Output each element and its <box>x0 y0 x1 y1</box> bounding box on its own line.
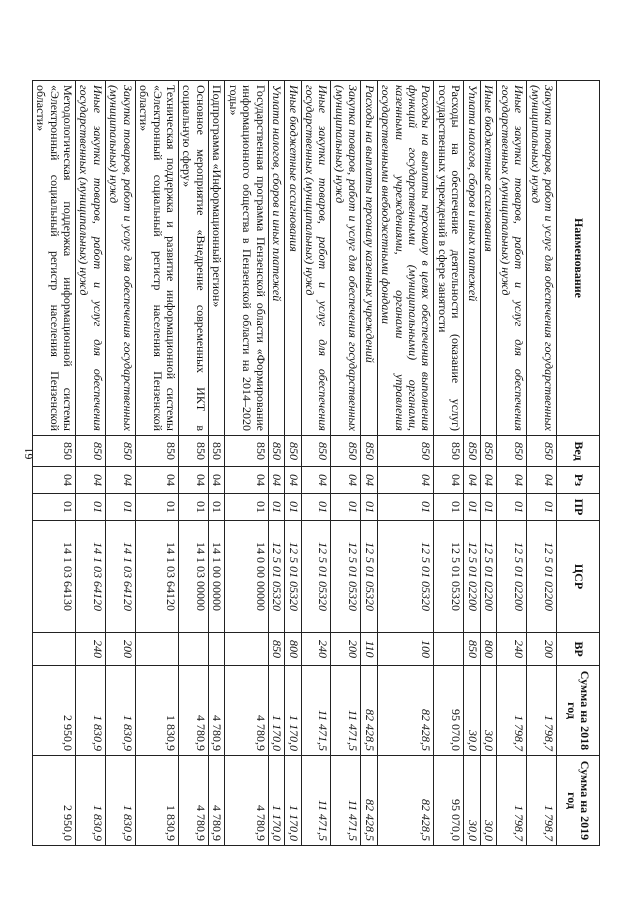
row-vr: 200 <box>527 633 557 666</box>
row-vr <box>208 633 224 666</box>
row-sum-2019: 1 830,9 <box>135 756 178 846</box>
row-ved: 850 <box>208 436 224 467</box>
row-name: Расходы на выплаты персоналу в целях обеспечения выполнения функций государственными (муниципальными) органами, казенными учреждениями, органами управления государственными внебюджетными фондами <box>377 81 434 436</box>
table-body <box>32 81 556 846</box>
row-name: Методологическая поддержка информационной системы «Электронный социальный регистр населения Пензенской области» <box>32 81 75 436</box>
col-header-sum-2019: Сумма на 2019 год <box>557 756 600 846</box>
row-sum-2018: 1 170,0 <box>285 666 301 756</box>
row-ved: 850 <box>434 436 464 467</box>
row-rz: 04 <box>76 467 106 494</box>
row-vr <box>434 633 464 666</box>
row-pr: 01 <box>377 494 434 521</box>
row-vr <box>179 633 209 666</box>
row-name: Закупка товаров, работ и услуг для обеспечения государственных (муниципальных) нужд <box>331 81 361 436</box>
table-row <box>105 81 135 846</box>
table-row <box>208 81 224 846</box>
row-sum-2019: 4 780,9 <box>225 756 268 846</box>
row-sum-2019: 1 170,0 <box>268 756 284 846</box>
row-ved: 850 <box>135 436 178 467</box>
row-vr: 200 <box>331 633 361 666</box>
table-row <box>225 81 268 846</box>
row-name: Государственная программа Пензенской области «Формирование информационного общества в Пензенской области на 2014–2020 годы» <box>225 81 268 436</box>
row-sum-2019: 1 798,7 <box>497 756 527 846</box>
row-vr: 200 <box>105 633 135 666</box>
row-name: Основное мероприятие «Внедрение современных ИКТ в социальную сферу» <box>179 81 209 436</box>
row-sum-2018: 30,0 <box>480 666 496 756</box>
row-sum-2018: 1 830,9 <box>135 666 178 756</box>
row-csr: 12 5 01 05320 <box>331 521 361 633</box>
row-sum-2019: 30,0 <box>480 756 496 846</box>
rotated-page <box>32 80 600 845</box>
col-header-rz: Рз <box>557 467 600 494</box>
row-pr: 01 <box>76 494 106 521</box>
row-pr: 01 <box>225 494 268 521</box>
row-pr: 01 <box>285 494 301 521</box>
row-vr <box>225 633 268 666</box>
row-csr: 12 5 01 02200 <box>497 521 527 633</box>
row-ved: 850 <box>301 436 331 467</box>
table-row <box>179 81 209 846</box>
row-rz: 04 <box>464 467 480 494</box>
row-ved: 850 <box>497 436 527 467</box>
row-csr: 14 1 03 64120 <box>76 521 106 633</box>
table-row <box>135 81 178 846</box>
table-row <box>480 81 496 846</box>
col-header-pr: ПР <box>557 494 600 521</box>
row-pr: 01 <box>434 494 464 521</box>
row-ved: 850 <box>76 436 106 467</box>
row-rz: 04 <box>285 467 301 494</box>
row-ved: 850 <box>464 436 480 467</box>
row-sum-2019: 4 780,9 <box>208 756 224 846</box>
row-sum-2018: 4 780,9 <box>179 666 209 756</box>
row-sum-2019: 82 428,5 <box>377 756 434 846</box>
row-sum-2018: 4 780,9 <box>208 666 224 756</box>
row-rz: 04 <box>377 467 434 494</box>
row-name: Иные закупки товаров, работ и услуг для обеспечения государственных (муниципальных) нужд <box>76 81 106 436</box>
row-sum-2018: 11 471,5 <box>301 666 331 756</box>
table-row <box>76 81 106 846</box>
row-pr: 01 <box>135 494 178 521</box>
table-row <box>301 81 331 846</box>
row-sum-2018: 95 070,0 <box>434 666 464 756</box>
row-sum-2019: 1 830,9 <box>76 756 106 846</box>
table-row <box>268 81 284 846</box>
row-sum-2019: 1 170,0 <box>285 756 301 846</box>
row-pr: 01 <box>480 494 496 521</box>
row-sum-2019: 2 950,0 <box>32 756 75 846</box>
budget-table <box>32 80 600 846</box>
row-sum-2018: 1 798,7 <box>527 666 557 756</box>
row-ved: 850 <box>225 436 268 467</box>
table-header-row <box>557 81 600 846</box>
row-vr: 110 <box>361 633 377 666</box>
row-csr: 12 5 01 05320 <box>285 521 301 633</box>
row-name: Иные бюджетные ассигнования <box>285 81 301 436</box>
row-ved: 850 <box>268 436 284 467</box>
row-pr: 01 <box>301 494 331 521</box>
row-vr <box>32 633 75 666</box>
row-sum-2018: 4 780,9 <box>225 666 268 756</box>
row-sum-2019: 11 471,5 <box>331 756 361 846</box>
row-csr: 12 5 01 02200 <box>527 521 557 633</box>
row-ved: 850 <box>105 436 135 467</box>
row-ved: 850 <box>32 436 75 467</box>
row-rz: 04 <box>135 467 178 494</box>
row-csr: 12 5 01 05320 <box>361 521 377 633</box>
row-sum-2018: 30,0 <box>464 666 480 756</box>
col-header-vr: ВР <box>557 633 600 666</box>
row-ved: 850 <box>179 436 209 467</box>
row-vr: 100 <box>377 633 434 666</box>
col-header-name: Наименование <box>557 81 600 436</box>
row-pr: 01 <box>361 494 377 521</box>
row-name: Иные закупки товаров, работ и услуг для обеспечения государственных (муниципальных) нужд <box>301 81 331 436</box>
row-csr: 12 5 01 02200 <box>464 521 480 633</box>
row-name: Закупка товаров, работ и услуг для обеспечения государственных (муниципальных) нужд <box>527 81 557 436</box>
row-rz: 04 <box>105 467 135 494</box>
row-csr: 12 5 01 05320 <box>377 521 434 633</box>
row-rz: 04 <box>268 467 284 494</box>
row-csr: 12 5 01 02200 <box>480 521 496 633</box>
row-name: Закупка товаров, работ и услуг для обеспечения государственных (муниципальных) нужд <box>105 81 135 436</box>
row-rz: 04 <box>32 467 75 494</box>
row-csr: 12 5 01 05320 <box>268 521 284 633</box>
page-number: 61 <box>21 447 36 460</box>
row-sum-2019: 11 471,5 <box>301 756 331 846</box>
row-pr: 01 <box>497 494 527 521</box>
row-pr: 01 <box>268 494 284 521</box>
row-csr: 14 1 00 00000 <box>208 521 224 633</box>
row-pr: 01 <box>527 494 557 521</box>
row-name: Иные бюджетные ассигнования <box>480 81 496 436</box>
row-rz: 04 <box>331 467 361 494</box>
col-header-sum-2018: Сумма на 2018 год <box>557 666 600 756</box>
row-pr: 01 <box>464 494 480 521</box>
row-vr: 850 <box>464 633 480 666</box>
row-ved: 850 <box>331 436 361 467</box>
row-sum-2018: 82 428,5 <box>361 666 377 756</box>
row-sum-2018: 82 428,5 <box>377 666 434 756</box>
row-ved: 850 <box>285 436 301 467</box>
row-sum-2018: 1 830,9 <box>105 666 135 756</box>
row-rz: 04 <box>497 467 527 494</box>
table-row <box>32 81 75 846</box>
col-header-ved: Вед <box>557 436 600 467</box>
row-name: Уплата налогов, сборов и иных платежей <box>268 81 284 436</box>
row-csr: 14 1 03 00000 <box>179 521 209 633</box>
row-sum-2018: 1 830,9 <box>76 666 106 756</box>
row-sum-2019: 82 428,5 <box>361 756 377 846</box>
row-sum-2019: 1 798,7 <box>527 756 557 846</box>
row-pr: 01 <box>208 494 224 521</box>
row-name: Расходы на обеспечение деятельности (оказание услуг) государственных учреждений в сфере занятости <box>434 81 464 436</box>
row-pr: 01 <box>105 494 135 521</box>
table-row <box>331 81 361 846</box>
row-sum-2018: 1 170,0 <box>268 666 284 756</box>
row-sum-2018: 1 798,7 <box>497 666 527 756</box>
row-csr: 14 1 03 64120 <box>105 521 135 633</box>
row-sum-2018: 11 471,5 <box>331 666 361 756</box>
row-sum-2019: 1 830,9 <box>105 756 135 846</box>
row-rz: 04 <box>480 467 496 494</box>
table-row <box>527 81 557 846</box>
row-sum-2019: 4 780,9 <box>179 756 209 846</box>
row-pr: 01 <box>32 494 75 521</box>
row-rz: 04 <box>434 467 464 494</box>
row-rz: 04 <box>225 467 268 494</box>
row-vr: 800 <box>480 633 496 666</box>
table-row <box>464 81 480 846</box>
row-sum-2019: 95 070,0 <box>434 756 464 846</box>
table-row <box>434 81 464 846</box>
row-csr: 14 1 03 64130 <box>32 521 75 633</box>
col-header-csr: ЦСР <box>557 521 600 633</box>
row-vr <box>135 633 178 666</box>
row-sum-2019: 30,0 <box>464 756 480 846</box>
row-vr: 850 <box>268 633 284 666</box>
row-vr: 240 <box>76 633 106 666</box>
table-row <box>361 81 377 846</box>
row-pr: 01 <box>179 494 209 521</box>
row-name: Иные закупки товаров, работ и услуг для обеспечения государственных (муниципальных) нужд <box>497 81 527 436</box>
row-ved: 850 <box>527 436 557 467</box>
row-vr: 800 <box>285 633 301 666</box>
row-csr: 14 1 03 64120 <box>135 521 178 633</box>
row-name: Подпрограмма «Информационный регион» <box>208 81 224 436</box>
row-rz: 04 <box>301 467 331 494</box>
row-pr: 01 <box>331 494 361 521</box>
row-ved: 850 <box>361 436 377 467</box>
row-csr: 12 5 01 05320 <box>434 521 464 633</box>
row-ved: 850 <box>377 436 434 467</box>
row-vr: 240 <box>497 633 527 666</box>
row-name: Уплата налогов, сборов и иных платежей <box>464 81 480 436</box>
table-row <box>497 81 527 846</box>
row-ved: 850 <box>480 436 496 467</box>
table-row <box>285 81 301 846</box>
row-rz: 04 <box>527 467 557 494</box>
row-sum-2018: 2 950,0 <box>32 666 75 756</box>
row-rz: 04 <box>361 467 377 494</box>
row-vr: 240 <box>301 633 331 666</box>
row-rz: 04 <box>208 467 224 494</box>
row-name: Техническая поддержка и развитие информационной системы «Электронный социальный регистр населения Пензенской области» <box>135 81 178 436</box>
row-rz: 04 <box>179 467 209 494</box>
row-csr: 12 5 01 05320 <box>301 521 331 633</box>
row-name: Расходы на выплаты персоналу казенных учреждений <box>361 81 377 436</box>
row-csr: 14 0 00 00000 <box>225 521 268 633</box>
table-row <box>377 81 434 846</box>
